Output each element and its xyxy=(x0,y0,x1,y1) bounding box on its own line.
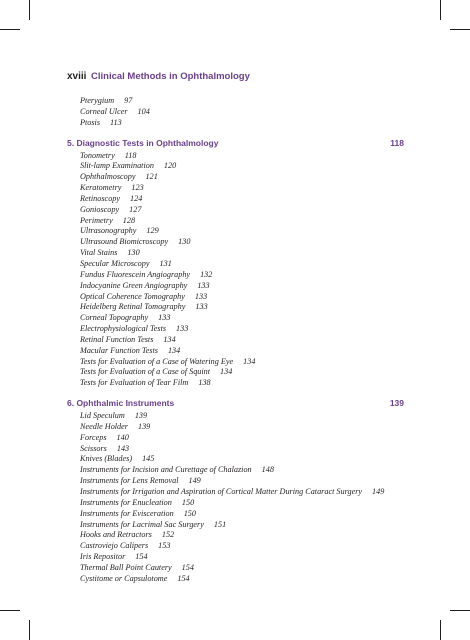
entry-title: Instruments for Irrigation and Aspiration of Cortical Matter During Cataract Surgery xyxy=(80,487,363,496)
toc-entry xyxy=(0,292,470,303)
entry-title: Retinoscopy xyxy=(80,193,121,203)
crop-mark-bottom-right-horizontal xyxy=(450,610,470,611)
entry-title: Specular Microscopy xyxy=(80,258,150,268)
chapter-title: 5. Diagnostic Tests in Ophthalmology xyxy=(67,137,219,148)
entry-page: 129 xyxy=(146,226,159,236)
crop-mark-top-right-horizontal xyxy=(450,29,470,30)
entry-title: Vital Stains xyxy=(80,248,118,258)
toc-entry xyxy=(0,151,470,162)
toc-entry xyxy=(0,172,470,183)
entry-page: 151 xyxy=(213,519,227,529)
toc-entry xyxy=(0,259,470,270)
entry-title: Thermal Ball Point Cautery xyxy=(80,562,172,572)
toc-entry xyxy=(0,509,470,520)
chapter-section xyxy=(0,138,470,390)
toc-entry xyxy=(0,444,470,455)
entry-title: Forceps xyxy=(80,432,107,442)
crop-mark-top-left-horizontal xyxy=(0,29,20,30)
toc-entry xyxy=(0,346,470,357)
entry-page: 139 xyxy=(137,421,151,431)
entry-page: 152 xyxy=(161,530,175,540)
toc-entry xyxy=(0,498,470,509)
toc-entry xyxy=(0,520,470,531)
toc-entry xyxy=(0,411,470,422)
toc-entry xyxy=(0,118,470,129)
entry-title: Lid Speculum xyxy=(80,411,125,421)
entry-page: 134 xyxy=(243,356,256,366)
chapter-section xyxy=(0,398,470,585)
entry-title: Tonometry xyxy=(80,150,115,160)
continued-entries xyxy=(0,96,470,129)
entry-page: 133 xyxy=(176,324,189,334)
entry-page: 124 xyxy=(130,193,143,203)
chapter-page: 118 xyxy=(390,137,404,148)
toc-entry xyxy=(0,96,470,107)
entry-title: Ultrasonography xyxy=(80,226,137,236)
toc-entry xyxy=(0,541,470,552)
toc-entry xyxy=(0,552,470,563)
entry-title: Ultrasound Biomicroscopy xyxy=(80,237,169,247)
entry-page: 150 xyxy=(183,508,196,518)
toc-entry xyxy=(0,422,470,433)
chapter-page: 139 xyxy=(389,398,404,409)
entry-page: 128 xyxy=(122,215,136,225)
entry-page: 121 xyxy=(145,172,158,182)
entry-page: 133 xyxy=(197,280,210,290)
entry-page: 154 xyxy=(181,562,194,572)
entry-title: Fundus Fluorescein Angiography xyxy=(80,269,191,279)
toc-entry xyxy=(0,248,470,259)
toc-entry xyxy=(0,324,470,335)
entry-title: Cystitome or Capsulotome xyxy=(80,573,168,583)
entry-title: Tests for Evaluation of Tear Film xyxy=(80,378,189,388)
entry-page: 134 xyxy=(163,334,176,344)
toc-entry xyxy=(0,487,470,498)
entry-page: 97 xyxy=(124,96,133,105)
entry-title: Hooks and Retractors xyxy=(80,530,152,540)
toc-entry xyxy=(0,226,470,237)
entry-title: Electrophysiological Tests xyxy=(80,324,167,334)
entry-title: Needle Holder xyxy=(80,421,128,431)
entry-title: Instruments for Incision and Curettage of Chalazion xyxy=(80,465,252,475)
entry-title: Instruments for Evisceration xyxy=(80,508,174,518)
entry-title: Tests for Evaluation of a Case of Watering Eye xyxy=(80,356,234,366)
toc-entry xyxy=(0,302,470,313)
chapter-title: 6. Ophthalmic Instruments xyxy=(67,398,175,409)
entry-page: 134 xyxy=(220,367,233,377)
entry-page: 131 xyxy=(159,258,172,268)
entry-page: 140 xyxy=(116,432,129,442)
crop-mark-bottom-left-vertical xyxy=(29,620,30,640)
entry-page: 134 xyxy=(167,345,181,355)
running-title: Clinical Methods in Ophthalmology xyxy=(91,71,250,82)
entry-page: 154 xyxy=(135,552,148,562)
entry-title: Tests for Evaluation of a Case of Squint xyxy=(80,367,211,377)
page-header xyxy=(67,71,250,87)
entry-page: 113 xyxy=(110,117,122,127)
toc-entry xyxy=(0,183,470,194)
toc-entry xyxy=(0,530,470,541)
toc-entry xyxy=(0,216,470,227)
entry-page: 123 xyxy=(131,183,144,193)
crop-mark-top-left-vertical xyxy=(29,0,30,20)
entry-page: 133 xyxy=(195,302,208,312)
entry-page: 148 xyxy=(261,465,274,475)
entry-title: Ophthalmoscopy xyxy=(80,172,136,182)
entry-title: Heidelberg Retinal Tomography xyxy=(80,302,186,312)
entry-page: 149 xyxy=(372,487,385,496)
chapter-list xyxy=(0,138,470,585)
entry-page: 127 xyxy=(129,204,142,214)
entry-title: Knives (Blades) xyxy=(80,454,133,464)
entry-title: Instruments for Enucleation xyxy=(80,497,172,507)
toc-entry xyxy=(0,367,470,378)
entry-page: 120 xyxy=(163,161,177,171)
entry-page: 145 xyxy=(142,454,155,464)
entry-page: 143 xyxy=(116,443,130,453)
entry-title: Gonioscopy xyxy=(80,204,120,214)
entry-title: Instruments for Lacrimal Sac Surgery xyxy=(80,519,204,529)
entry-title: Macular Function Tests xyxy=(80,345,158,355)
entry-page: 154 xyxy=(177,573,190,583)
chapter-heading xyxy=(0,138,470,150)
crop-mark-bottom-left-horizontal xyxy=(0,610,20,611)
entry-page: 150 xyxy=(181,497,195,507)
entry-title: Instruments for Lens Removal xyxy=(80,476,179,486)
toc-entry xyxy=(0,465,470,476)
toc-entry xyxy=(0,476,470,487)
entry-title: Ptosis xyxy=(80,117,101,127)
entry-page: 138 xyxy=(198,378,211,388)
toc-entry xyxy=(0,433,470,444)
toc-entry xyxy=(0,574,470,585)
entry-title: Corneal Ulcer xyxy=(80,106,128,116)
entry-title: Scissors xyxy=(80,443,107,453)
toc-entry xyxy=(0,335,470,346)
entry-page: 130 xyxy=(178,237,191,247)
crop-mark-bottom-right-vertical xyxy=(440,620,441,640)
crop-mark-top-right-vertical xyxy=(440,0,441,20)
toc-entry xyxy=(0,281,470,292)
entry-page: 133 xyxy=(194,291,208,301)
entry-title: Keratometry xyxy=(80,183,122,193)
entry-page: 149 xyxy=(188,476,201,486)
entry-title: Perimetry xyxy=(80,215,113,225)
toc-entry xyxy=(0,378,470,389)
table-of-contents xyxy=(0,96,470,594)
entry-title: Indocyanine Green Angiography xyxy=(80,280,188,290)
toc-entry xyxy=(0,205,470,216)
toc-entry xyxy=(0,270,470,281)
entry-title: Optical Coherence Tomography xyxy=(80,291,185,301)
toc-entry xyxy=(0,313,470,324)
toc-entry xyxy=(0,237,470,248)
entry-page: 104 xyxy=(137,106,150,116)
entry-page: 132 xyxy=(200,269,213,279)
entry-title: Corneal Topography xyxy=(80,313,149,323)
entry-page: 153 xyxy=(158,541,171,551)
toc-entry xyxy=(0,454,470,465)
entry-page: 130 xyxy=(127,248,140,258)
toc-entry xyxy=(0,161,470,172)
chapter-heading xyxy=(0,398,470,410)
entry-page: 139 xyxy=(134,411,148,421)
entry-title: Castroviejo Calipers xyxy=(80,541,149,551)
entry-page: 133 xyxy=(158,313,171,323)
toc-entry xyxy=(0,563,470,574)
entry-title: Slit-lamp Examination xyxy=(80,161,154,171)
toc-entry xyxy=(0,357,470,368)
toc-entry xyxy=(0,107,470,118)
entry-page: 118 xyxy=(124,150,137,160)
toc-entry xyxy=(0,194,470,205)
entry-title: Pterygium xyxy=(80,96,115,105)
page-folio: xviii xyxy=(67,71,87,82)
entry-title: Iris Repositor xyxy=(80,552,126,562)
entry-title: Retinal Function Tests xyxy=(80,334,154,344)
